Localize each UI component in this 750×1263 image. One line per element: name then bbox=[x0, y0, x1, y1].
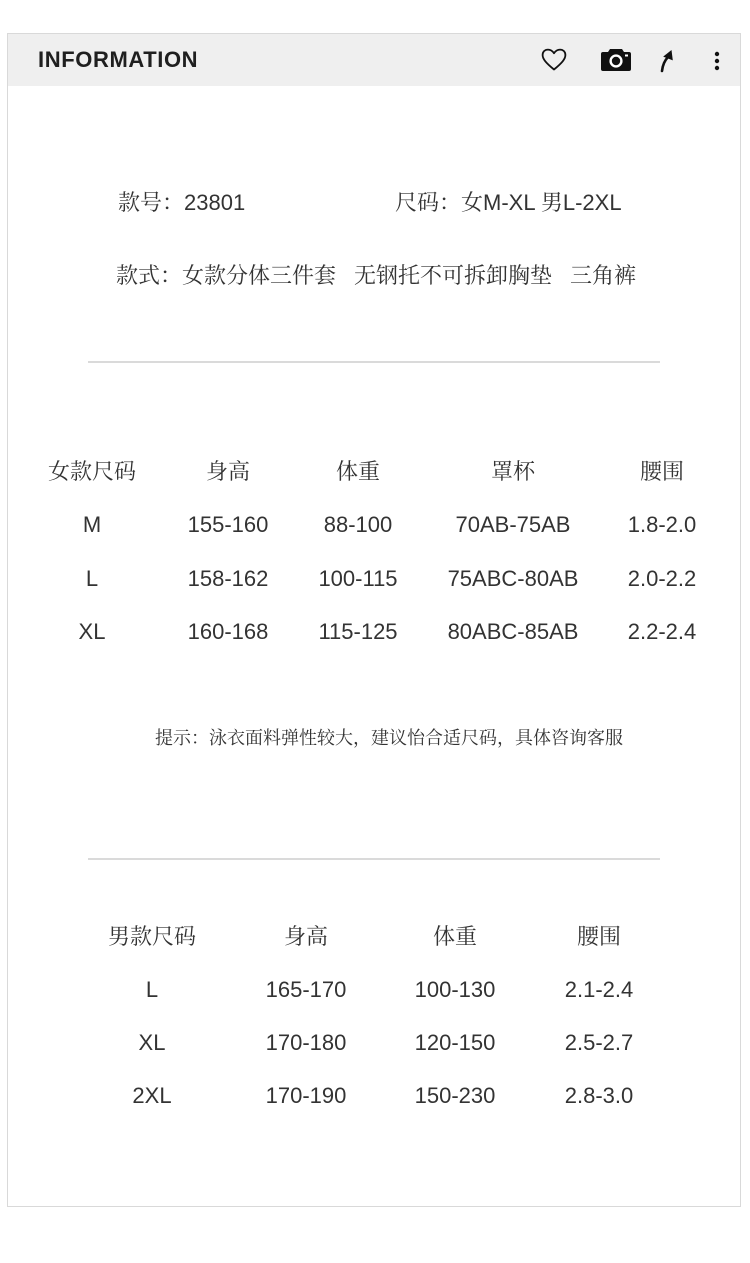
share-icon[interactable] bbox=[657, 48, 677, 73]
divider bbox=[88, 858, 660, 860]
divider bbox=[88, 361, 660, 363]
weight-cell: 150-230 bbox=[414, 1083, 496, 1108]
table-row bbox=[32, 498, 710, 551]
heart-icon[interactable] bbox=[541, 48, 567, 72]
size-cell: XL bbox=[78, 618, 106, 644]
height-cell: 170-180 bbox=[265, 1030, 347, 1055]
table-header-row bbox=[32, 445, 710, 498]
cup-cell: 70AB-75AB bbox=[455, 512, 571, 538]
weight-cell: 120-150 bbox=[414, 1030, 496, 1055]
page-title: INFORMATION bbox=[38, 47, 199, 72]
header-bar bbox=[8, 34, 740, 86]
waist-cell: 2.8-3.0 bbox=[564, 1083, 634, 1108]
column-header-size: 女款尺码 bbox=[47, 459, 136, 484]
size-cell: L bbox=[85, 565, 99, 591]
column-header-height: 身高 bbox=[283, 924, 328, 949]
waist-cell: 2.1-2.4 bbox=[564, 977, 634, 1002]
table-row bbox=[32, 552, 710, 605]
size-cell: XL bbox=[138, 1030, 166, 1055]
waist-cell: 2.0-2.2 bbox=[627, 565, 697, 591]
style-number: 款号：23801 bbox=[118, 190, 246, 215]
weight-cell: 100-115 bbox=[318, 565, 398, 591]
height-cell: 170-190 bbox=[265, 1083, 347, 1108]
style-item: 女款分体三件套 bbox=[182, 263, 337, 288]
cup-cell: 80ABC-85AB bbox=[447, 618, 579, 644]
women-size-table bbox=[32, 445, 710, 658]
column-header-weight: 体重 bbox=[432, 924, 477, 949]
weight-cell: 88-100 bbox=[323, 512, 393, 538]
column-header-cup: 罩杯 bbox=[490, 459, 535, 484]
table-header-row bbox=[92, 910, 688, 963]
column-header-height: 身高 bbox=[205, 459, 250, 484]
cup-cell: 75ABC-80AB bbox=[447, 565, 579, 591]
more-vertical-icon[interactable] bbox=[712, 51, 722, 71]
size-range: 尺码：女M-XL 男L-2XL bbox=[395, 190, 622, 215]
style-description bbox=[116, 261, 636, 291]
waist-cell: 1.8-2.0 bbox=[627, 512, 697, 538]
size-cell: L bbox=[145, 977, 159, 1002]
height-cell: 160-168 bbox=[187, 618, 269, 644]
table-row bbox=[92, 1016, 688, 1069]
men-size-table bbox=[92, 910, 688, 1122]
information-card bbox=[7, 33, 741, 1207]
column-header-weight: 体重 bbox=[335, 459, 380, 484]
size-cell: M bbox=[82, 512, 102, 538]
column-header-size: 男款尺码 bbox=[107, 924, 196, 949]
column-header-waist: 腰围 bbox=[576, 924, 621, 949]
table-row bbox=[32, 605, 710, 658]
table-row bbox=[92, 963, 688, 1016]
table-row bbox=[92, 1069, 688, 1122]
camera-icon[interactable] bbox=[600, 47, 632, 72]
height-cell: 158-162 bbox=[187, 565, 269, 591]
style-label: 款式： bbox=[116, 263, 183, 288]
style-item: 三角裤 bbox=[570, 263, 637, 288]
size-cell: 2XL bbox=[132, 1083, 172, 1108]
style-item: 无钢托不可拆卸胸垫 bbox=[354, 263, 553, 288]
waist-cell: 2.2-2.4 bbox=[627, 618, 697, 644]
height-cell: 155-160 bbox=[187, 512, 269, 538]
weight-cell: 100-130 bbox=[414, 977, 496, 1002]
size-tip-note: 提示：泳衣面料弹性较大，建议怡合适尺码，具体咨询客服 bbox=[155, 728, 623, 748]
waist-cell: 2.5-2.7 bbox=[564, 1030, 634, 1055]
weight-cell: 115-125 bbox=[318, 618, 398, 644]
column-header-waist: 腰围 bbox=[639, 459, 684, 484]
height-cell: 165-170 bbox=[265, 977, 347, 1002]
